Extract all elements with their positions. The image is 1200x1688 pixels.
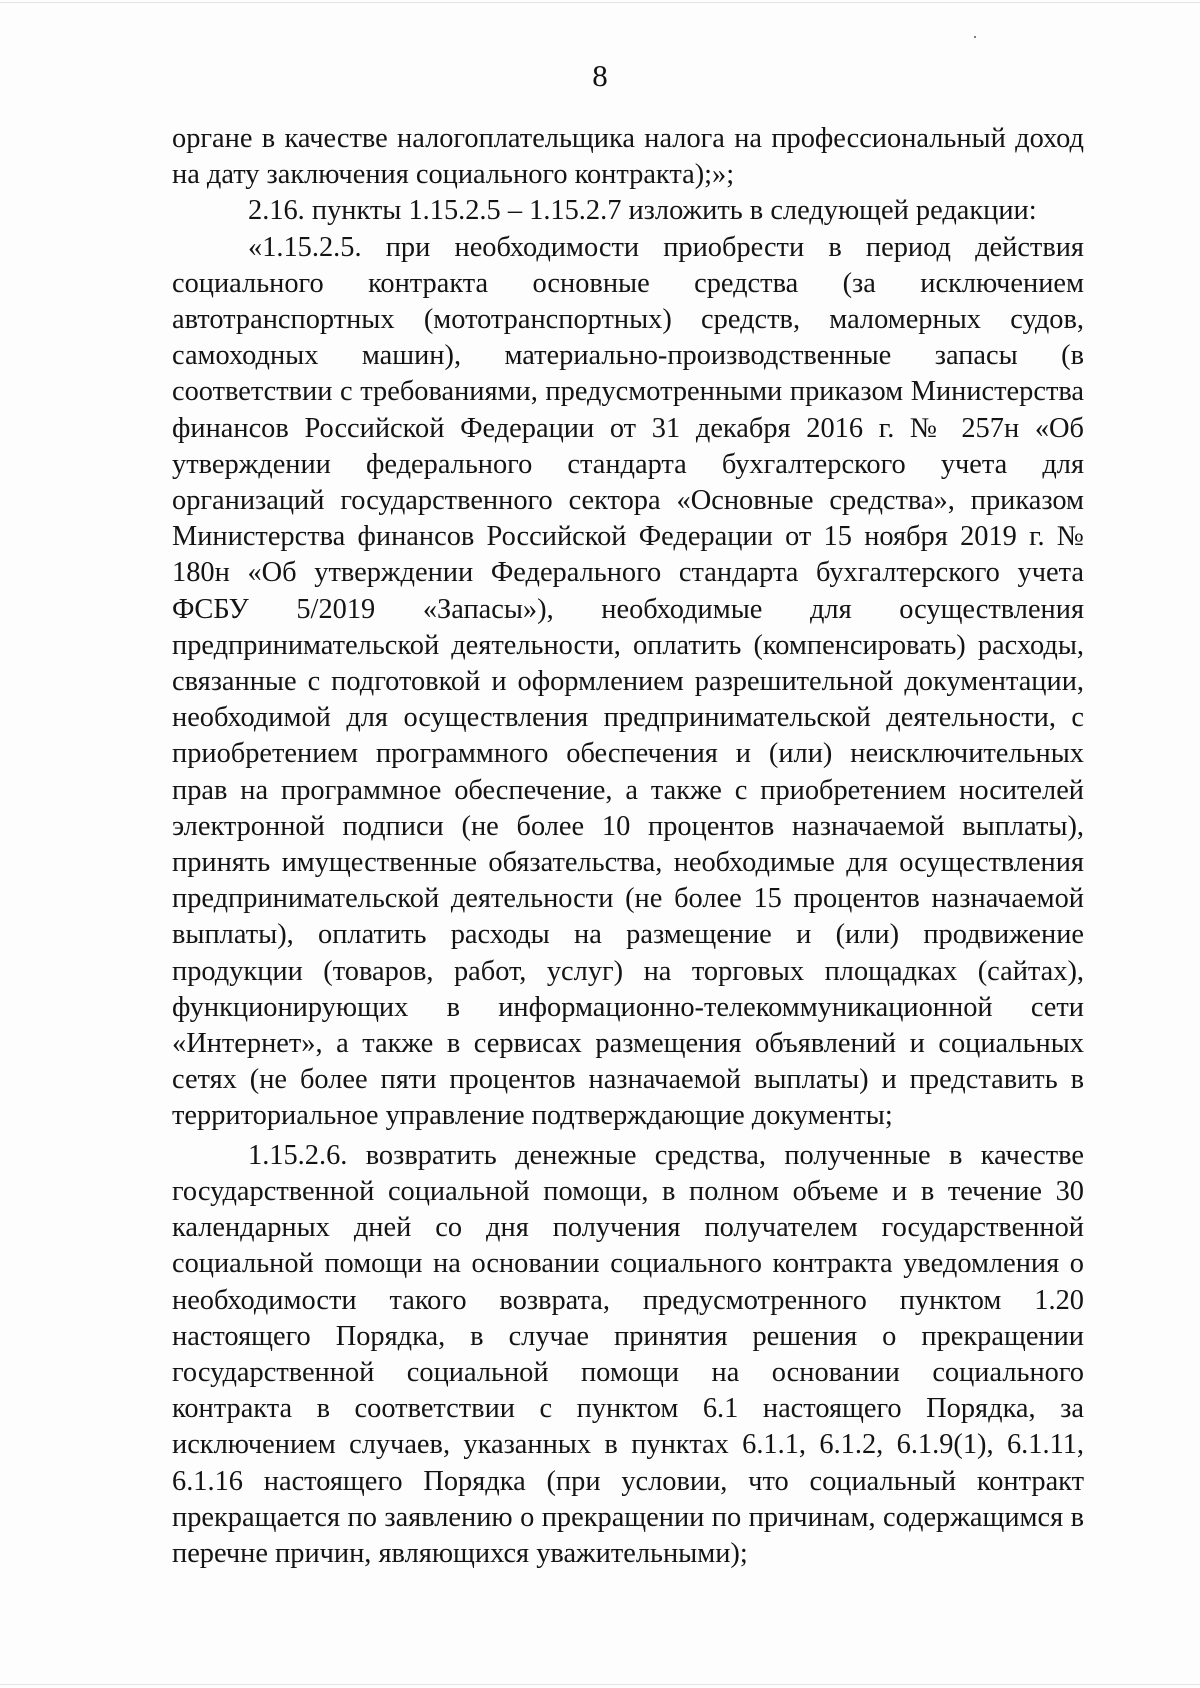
scan-bottom-edge: [0, 1684, 1200, 1685]
scan-speck: [974, 36, 976, 38]
paragraph-item-1-15-2-5: «1.15.2.5. при необходимости приобрести в период действия социального контракта основные средства (за исключением автотранспортных (мототранспортных) средств, маломерных судов, самоходных машин), материально-производственные запасы (в соответствии с требованиями, предусмотренными приказом Министерства финансов Российской Федерации от 31 декабря 2016 г. № 257н «Об утверждении федерального стандарта бухгалтерского учета для организаций государственного сектора «Основные средства», приказом Министерства финансов Российской Федерации от 15 ноября 2019 г. № 180н «Об утверждении Федерального стандарта бухгалтерского учета ФСБУ 5/2019 «Запасы»), необходимые для осуществления предпринимательской деятельности, оплатить (компенсировать) расходы, связанные с подготовкой и оформлением разрешительной документации, необходимой для осуществления предпринимательской деятельности, с приобретением программного обеспечения и (или) неисключительных прав на программное обеспечение, а также с приобретением носителей электронной подписи (не более 10 процентов назначаемой выплаты), принять имущественные обязательства, необходимые для осуществления предпринимательской деятельности (не более 15 процентов назначаемой выплаты), оплатить расходы на размещение и (или) продвижение продукции (товаров, работ, услуг) на торговых площадках (сайтах), функционирующих в информационно-телекоммуникационной сети «Интернет», а также в сервисах размещения объявлений и социальных сетях (не более пяти процентов назначаемой выплаты) и представить в территориальное управление подтверждающие документы;: [172, 231, 1084, 1132]
document-body: [172, 121, 1084, 1572]
paragraph-item-2-16: 2.16. пункты 1.15.2.5 – 1.15.2.7 изложить в следующей редакции:: [248, 195, 1037, 227]
paragraph-item-1-15-2-6: 1.15.2.6. возвратить денежные средства, полученные в качестве государственной социальной помощи, в полном объеме и в течение 30 календарных дней со дня получения получателем государственной социальной помощи на основании социального контракта уведомления о необходимости такого возврата, предусмотренного пунктом 1.20 настоящего Порядка, в случае принятия решения о прекращении государственной социальной помощи на основании социального контракта в соответствии с пунктом 6.1 настоящего Порядка, за исключением случаев, указанных в пунктах 6.1.1, 6.1.2, 6.1.9(1), 6.1.11, 6.1.16 настоящего Порядка (при условии, что социальный контракт прекращается по заявлению о прекращении по причинам, содержащимся в перечне причин, являющихся уважительными);: [172, 1139, 1084, 1569]
scan-top-edge: [0, 2, 1200, 3]
page-number: 8: [592, 58, 608, 93]
paragraph-continuation: органе в качестве налогоплательщика налога на профессиональный доход на дату заключения социального контракта);»;: [172, 123, 1084, 191]
